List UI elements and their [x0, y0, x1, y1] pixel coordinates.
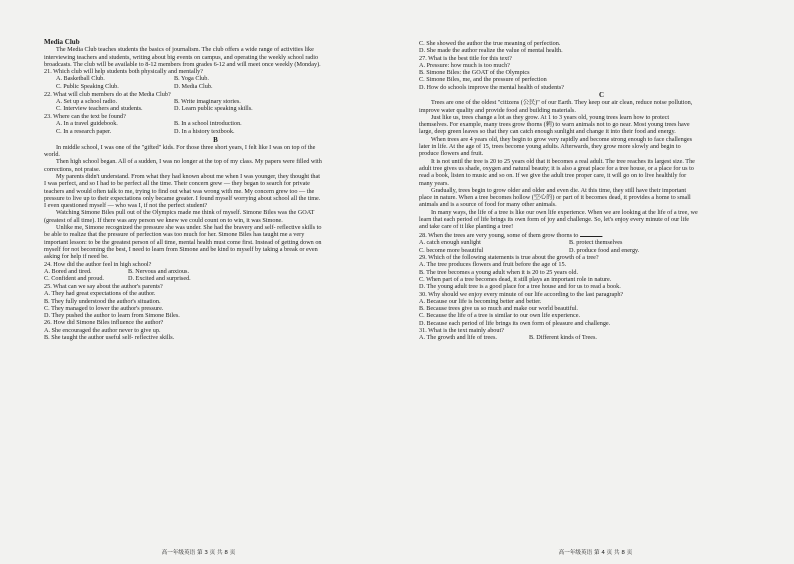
- option: B. Write imaginary stories.: [174, 97, 241, 105]
- option: A. In a travel guidebook.: [56, 120, 118, 128]
- passage-b-line: I was perfect, and so I had to be perfect all the time. Their concern grew — they began to search for private: [44, 180, 310, 188]
- option: A. Because our life is becoming better and better.: [419, 297, 542, 305]
- page-footer: 高一年级英语 第 4 页 共 8 页: [558, 550, 633, 556]
- option: C. They managed to lower the author's pressure.: [44, 304, 164, 312]
- option: C. Because the life of a tree is similar to our own life experience.: [419, 312, 580, 320]
- question-24-options: [44, 275, 387, 283]
- option: C. Confident and proud.: [44, 275, 104, 283]
- passage-c-line: large, deep green leaves so that they can catch enough sunlight and change it into their food and energy.: [419, 128, 676, 136]
- option: B. Because trees give us so much and make our world beautiful.: [419, 305, 578, 313]
- option: D. Excited and surprised.: [128, 275, 191, 283]
- option: A. The tree produces flowers and fruit before the age of 15.: [419, 261, 567, 269]
- option: A. Bored and tired.: [44, 267, 92, 275]
- passage-c-line: adult tree gives us shade, oxygen and natural beauty; it is also a great place for a tree house, or a place for us to: [419, 164, 694, 172]
- passage-c-line: read a book, listen to music and so on. If we give the adult tree proper care, it will go on to live healthily for: [419, 172, 687, 180]
- option: A. The growth and life of trees.: [419, 334, 497, 342]
- option: B. The tree becomes a young adult when it is 20 to 25 years old.: [419, 268, 579, 276]
- option: D. She made the author realize the value of mental health.: [419, 47, 563, 55]
- club-para-line: The Media Club teaches students the basics of journalism. The club offers a wide range of activities like: [56, 46, 314, 54]
- passage-b-line: Unlike me, Simone recognized the pressure she was under. She had the bravery and self- reflective skills to: [56, 224, 322, 232]
- option: A. Set up a school radio.: [56, 97, 118, 105]
- passage-b-line: myself for not becoming the best, I need to learn from Simone and be kind to myself by taking a break or even: [44, 245, 318, 253]
- question-25-stem: 25. What can we say about the author's parents?: [44, 282, 163, 290]
- question-28-options: [419, 247, 784, 255]
- passage-b-line: Watching Simone Biles pull out of the Olympics made me think of myself. Simone Biles was the GOAT: [56, 209, 315, 217]
- passage-c-line: Trees are one of the oldest "citizens (公民)" of our Earth. They keep our air clean, reduce noise pollution,: [431, 99, 693, 107]
- option: B. Simone Biles: the GOAT of the Olympics: [419, 69, 530, 77]
- passage-b-line: I even questioned myself — who was I, if not the perfect student?: [44, 202, 208, 210]
- passage-c-line: themselves. For example, many trees grow thorns (刺) to warn animals not to go near. Most young trees have: [419, 121, 690, 129]
- question-21-options: [44, 83, 387, 91]
- option: A. She encouraged the author never to give up.: [44, 326, 161, 334]
- question-31-options: [419, 334, 784, 342]
- option: B. protect themselves: [569, 238, 623, 246]
- passage-b-line: pressure to live up to their expectations only became greater. I found myself worrying about school all the time.: [44, 194, 321, 202]
- option: D. How do schools improve the mental health of students?: [419, 83, 565, 91]
- option: B. Yoga Club.: [174, 75, 209, 83]
- passage-c-line: learn that each period of life brings its own form of joy and challenge. So, let's enjoy every minute of our life: [419, 216, 690, 224]
- option: B. She taught the author useful self- reflective skills.: [44, 334, 175, 342]
- question-31-stem: 31. What is the text mainly about?: [419, 327, 504, 335]
- passage-c-line: many years.: [419, 179, 449, 187]
- question-26-stem: 26. How did Simone Biles influence the author?: [44, 319, 164, 327]
- club-para-line: broadcasts. The club will be available to 8-12 members from grades 6-12 and will meet once weekly (Monday).: [44, 60, 321, 68]
- passage-b-line: teachers and would often talk to me, trying to find out what was wrong with me. My concern grew too — the: [44, 187, 315, 195]
- option: A. catch enough sunlight: [419, 238, 481, 246]
- question-24-stem: 24. How did the author feel in high school?: [44, 260, 152, 268]
- passage-b-line: world.: [44, 151, 60, 159]
- passage-b-line: In middle school, I was one of the "gifted" kids. For those three short years, I felt like I was on top of the: [56, 143, 316, 151]
- option: B. Nervous and anxious.: [128, 267, 190, 275]
- passage-c-line: Gradually, trees begin to grow older and older and even die. At this time, they still have their important: [431, 186, 687, 194]
- section-b-heading: B: [213, 135, 218, 144]
- question-21-options: [44, 75, 387, 83]
- passage-c-line: When trees are 4 years old, they begin to grow very rapidly and become strong enough to face challenges: [431, 135, 692, 143]
- option: B. Different kinds of Trees.: [529, 334, 597, 342]
- question-22-stem: 22. What will club members do at the Media Club?: [44, 90, 171, 98]
- passage-b-line: asking for help if need be.: [44, 253, 109, 261]
- option: A. They had great expectations of the author.: [44, 290, 156, 298]
- question-28-stem-text: 28. When the trees are very young, some of them grow thorns to: [419, 231, 579, 239]
- passage-b-line: My parents didn't understand. From what they had known about me when I was younger, they thought that: [56, 172, 320, 180]
- question-22-options: [44, 105, 387, 113]
- passage-c-line: In many ways, the life of a tree is like our own life experience. When we are looking at the life of a tree, we: [431, 208, 698, 216]
- option: A. Pressure: how much is too much?: [419, 61, 510, 69]
- section-c-heading: C: [598, 91, 605, 100]
- option: C. Simone Biles, me, and the pressure of perfection: [419, 76, 547, 84]
- option: C. Public Speaking Club.: [56, 82, 119, 90]
- passage-c-line: animals and is a source of food for many other animals.: [419, 201, 557, 209]
- right-page: [397, 0, 794, 564]
- question-29-stem: 29. Which of the following statements is true about the growth of a tree?: [419, 254, 599, 262]
- question-21-stem: 21. Which club will help students both physically and mentally?: [44, 68, 204, 76]
- question-22-options: [44, 98, 387, 106]
- passage-c-line: later in life. At the age of 15, trees become young adults. Afterwards, they grow more slowly and begin to: [419, 143, 681, 151]
- option: D. Media Club.: [174, 82, 213, 90]
- option: C. become more beautiful: [419, 246, 484, 254]
- question-23-options: [44, 120, 387, 128]
- option: C. She showed the author the true meaning of perfection.: [419, 40, 561, 47]
- passage-c-line: It is not until the tree is 20 to 25 years old that it becomes a real adult. The tree reaches its largest size. The: [431, 157, 695, 165]
- option: C. In a research paper.: [56, 127, 112, 135]
- passage-c-line: place in nature. When a tree becomes hollow (空心的) or part of it becomes dead, it provides a home to small: [419, 194, 691, 202]
- question-23-stem: 23. Where can the text be found?: [44, 113, 126, 121]
- option: D. They pushed the author to learn from Simone Biles.: [44, 312, 180, 320]
- option: C. Interview teachers and students.: [56, 105, 143, 113]
- question-23-options: [44, 128, 387, 136]
- passage-c-line: Just like us, trees change a lot as they grow. At 1 to 3 years old, young trees learn how to protect: [431, 113, 670, 121]
- question-27-stem: 27. What is the best title for this text?: [419, 54, 512, 62]
- option: C. When part of a tree becomes dead, it still plays an important role in nature.: [419, 276, 612, 283]
- passage-b-line: (greatest of all time). If there was any person we knew we could count on to win, it was Simone.: [44, 216, 283, 224]
- question-28-options: [419, 239, 784, 247]
- passage-b-line: Then high school began. All of a sudden, I was no longer at the top of my class. My papers were filled with: [56, 158, 322, 166]
- option: B. They fully understood the author's situation.: [44, 297, 161, 305]
- passage-c-line: produce flowers and fruit.: [419, 150, 484, 158]
- option: D. In a history textbook.: [174, 127, 235, 135]
- page-footer: 高一年级英语 第 3 页 共 8 页: [161, 550, 236, 556]
- option: D. produce food and energy.: [569, 246, 640, 254]
- passage-b-line: corrections, not praise.: [44, 165, 101, 173]
- passage-c-line: improve water quality and provide food and building materials.: [419, 106, 576, 114]
- option: B. In a school introduction.: [174, 120, 242, 128]
- question-24-options: [44, 268, 387, 276]
- question-30-stem: 30. Why should we enjoy every minute of our life according to the last paragraph?: [419, 290, 624, 298]
- section-title-media-club: Media Club: [44, 38, 80, 46]
- option: A. Basketball Club.: [56, 75, 105, 83]
- option: D. Because each period of life brings its own form of pleasure and challenge.: [419, 319, 611, 327]
- option: D. The young adult tree is a good place for a tree house and for us to read a book.: [419, 283, 621, 291]
- passage-b-line: be able to realize that the pressure of perfection was too much for her. Simone Biles has taught me a very: [44, 231, 305, 239]
- answer-blank: [580, 231, 602, 237]
- question-28-stem: 28. When the trees are very young, some of them grow thorns to .: [419, 231, 604, 239]
- option: D. Learn public speaking skills.: [174, 105, 253, 113]
- club-para-line: interviewing teachers and students, writing about big events on campus, and operating the weekly school radio: [44, 53, 319, 61]
- passage-b-line: important lesson: to be the greatest person of all time, mental health must come first. Instead of getting down on: [44, 238, 322, 246]
- passage-c-line: and take care of it like planting a tree!: [419, 223, 514, 231]
